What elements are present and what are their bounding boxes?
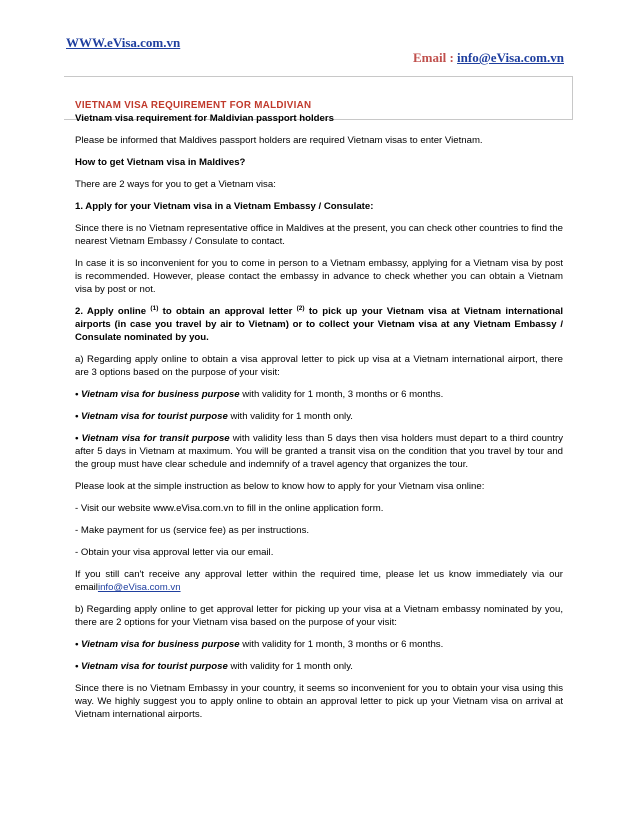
step-3: - Obtain your visa approval letter via our email. — [75, 547, 274, 558]
business-purpose-label-b: • Vietnam visa for business purpose — [75, 639, 240, 650]
contact-paragraph — [75, 568, 563, 594]
option-b-intro: b) Regarding apply online to get approval letter for picking up your visa at a Vietnam embassy nominated by you, there are 2 options for your Vietnam visa based on the purpose of your visit: — [75, 604, 563, 628]
site-link[interactable]: WWW.eVisa.com.vn — [66, 35, 181, 50]
contact-email-link[interactable]: info@eVisa.com.vn — [97, 582, 181, 593]
option-a-tourist — [75, 410, 563, 423]
how-heading: How to get Vietnam visa in Maldives? — [75, 157, 246, 168]
tourist-purpose-text-b: with validity for 1 month only. — [227, 661, 353, 672]
transit-purpose-text: with validity less than 5 days then visa holders must depart to a third country after 5 days in Vietnam at maximum. You will be granted a transit visa on the condition that you travel by tour and the group must have clear schedule and indemnify of a travel agency that organizes the tour. — [75, 433, 563, 470]
way2-heading — [75, 305, 563, 344]
transit-purpose-label: • Vietnam visa for transit purpose — [75, 433, 230, 444]
option-a-intro: a) Regarding apply online to obtain a visa approval letter to pick up visa at a Vietnam international airport, there are 3 options based on the purpose of your visit: — [75, 354, 563, 378]
footnote-2: (2) — [296, 304, 305, 312]
footnote-1: (1) — [150, 304, 159, 312]
page-subtitle: Vietnam visa requirement for Maldivian passport holders — [75, 113, 334, 124]
document-body — [75, 99, 563, 730]
ways-paragraph: There are 2 ways for you to get a Vietnam visa: — [75, 179, 276, 190]
business-purpose-text-b: with validity for 1 month, 3 months or 6 months. — [239, 639, 444, 650]
way1-paragraph-2: In case it is so inconvenient for you to come in person to a Vietnam embassy, applying for a Vietnam visa by post is recommended. However, please contact the embassy in advance to check whether you can obtain a Vietnam visa by post or not. — [75, 258, 563, 295]
email-header — [413, 50, 564, 66]
instruction-paragraph: Please look at the simple instruction as below to know how to apply for your Vietnam visa online: — [75, 481, 485, 492]
email-label: Email : — [412, 50, 454, 65]
tourist-purpose-label-b: • Vietnam visa for tourist purpose — [75, 661, 228, 672]
way1-paragraph-1: Since there is no Vietnam representative office in Maldives at the present, you can check other countries to find the nearest Vietnam Embassy / Consulate to contact. — [75, 223, 563, 247]
option-b-tourist — [75, 660, 563, 673]
way2-part-b: to obtain an approval letter — [162, 306, 293, 317]
email-link[interactable]: info@eVisa.com.vn — [457, 50, 564, 65]
step-1: - Visit our website www.eVisa.com.vn to fill in the online application form. — [75, 503, 384, 514]
page-title: VIETNAM VISA REQUIREMENT FOR MALDIVIAN — [75, 100, 312, 111]
option-a-business — [75, 388, 563, 401]
tourist-purpose-text: with validity for 1 month only. — [227, 411, 353, 422]
way1-heading: 1. Apply for your Vietnam visa in a Vietnam Embassy / Consulate: — [75, 201, 374, 212]
business-purpose-text: with validity for 1 month, 3 months or 6 months. — [239, 389, 444, 400]
contact-text: If you still can't receive any approval letter within the required time, please let us know immediately via our email — [75, 569, 563, 593]
business-purpose-label: • Vietnam visa for business purpose — [75, 389, 240, 400]
option-b-business — [75, 638, 563, 651]
tourist-purpose-label: • Vietnam visa for tourist purpose — [75, 411, 228, 422]
option-a-transit — [75, 432, 563, 471]
step-2: - Make payment for us (service fee) as per instructions. — [75, 525, 310, 536]
way2-part-a: 2. Apply online — [75, 306, 147, 317]
way2-part-c: to pick up your Vietnam visa at Vietnam international airports (in case you travel by air to Vietnam) or to collect your Vietnam visa at any Vietnam Embassy / Consulate nominated by you. — [75, 306, 564, 343]
intro-paragraph: Please be informed that Maldives passport holders are required Vietnam visas to enter Vietnam. — [75, 135, 483, 146]
closing-paragraph: Since there is no Vietnam Embassy in your country, it seems so inconvenient for you to obtain your visa using this way. We highly suggest you to apply online to obtain an approval letter to pick up your Vietnam visa on arrival at Vietnam international airports. — [75, 683, 563, 720]
